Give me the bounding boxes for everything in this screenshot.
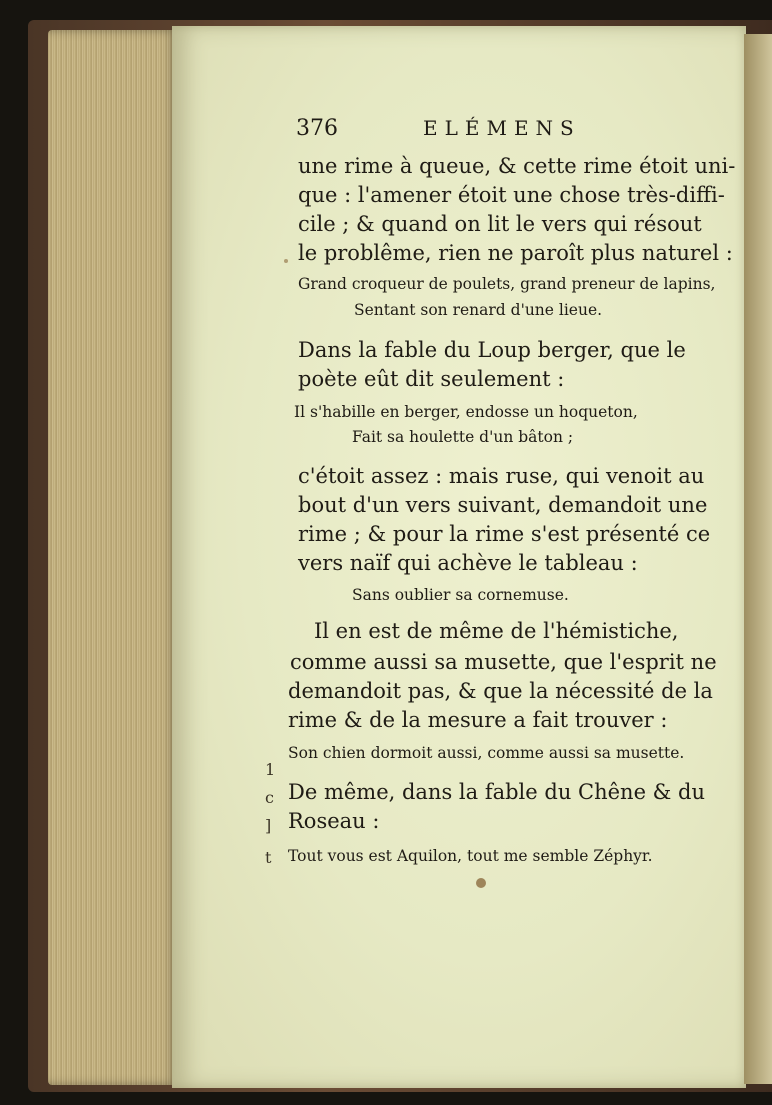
text-line: cile ; & quand on lit le vers qui résout [298, 212, 702, 236]
margin-mark: 1 [265, 760, 276, 779]
ink-spot [284, 259, 288, 263]
text-line: une rime à queue, & cette rime étoit uni- [298, 154, 736, 178]
text-line: rime & de la mesure a fait trouver : [288, 708, 668, 732]
verse-line: Il s'habille en berger, endosse un hoqueton, [294, 403, 638, 421]
text-line: Dans la fable du Loup berger, que le [298, 338, 686, 362]
text-line: demandoit pas, & que la nécessité de la [288, 679, 713, 703]
ink-spot [476, 878, 486, 888]
verse-line: Tout vous est Aquilon, tout me semble Zéphyr. [288, 847, 653, 865]
margin-mark: t [265, 848, 272, 867]
text-line: poète eût dit seulement : [298, 367, 565, 391]
verse-line: Fait sa houlette d'un bâton ; [352, 428, 574, 446]
page-number: 376 [296, 116, 338, 141]
verse-line: Son chien dormoit aussi, comme aussi sa musette. [288, 744, 685, 762]
verse-line: Sans oublier sa cornemuse. [352, 586, 569, 604]
running-header [296, 118, 581, 140]
verse-line: Grand croqueur de poulets, grand preneur de lapins, [298, 275, 716, 293]
text-line: De même, dans la fable du Chêne & du [288, 780, 706, 804]
page-edges [48, 30, 178, 1085]
text-line: rime ; & pour la rime s'est présenté ce [298, 522, 711, 546]
next-page-edge [744, 34, 772, 1084]
text-line: Roseau : [288, 809, 380, 833]
verse-line: Sentant son renard d'une lieue. [354, 301, 603, 319]
margin-mark: c [265, 788, 274, 807]
text-line: vers naïf qui achève le tableau : [298, 551, 638, 575]
text-line: le problême, rien ne paroît plus naturel : [298, 241, 733, 265]
text-line: c'étoit assez : mais ruse, qui venoit au [298, 464, 705, 488]
text-line: que : l'amener étoit une chose très-diffi- [298, 183, 725, 207]
text-line: comme aussi sa musette, que l'esprit ne [290, 650, 717, 674]
margin-mark: ] [265, 816, 272, 835]
text-line: Il en est de même de l'hémistiche, [314, 619, 679, 643]
text-line: bout d'un vers suivant, demandoit une [298, 493, 708, 517]
running-title: ELÉMENS [423, 116, 581, 140]
